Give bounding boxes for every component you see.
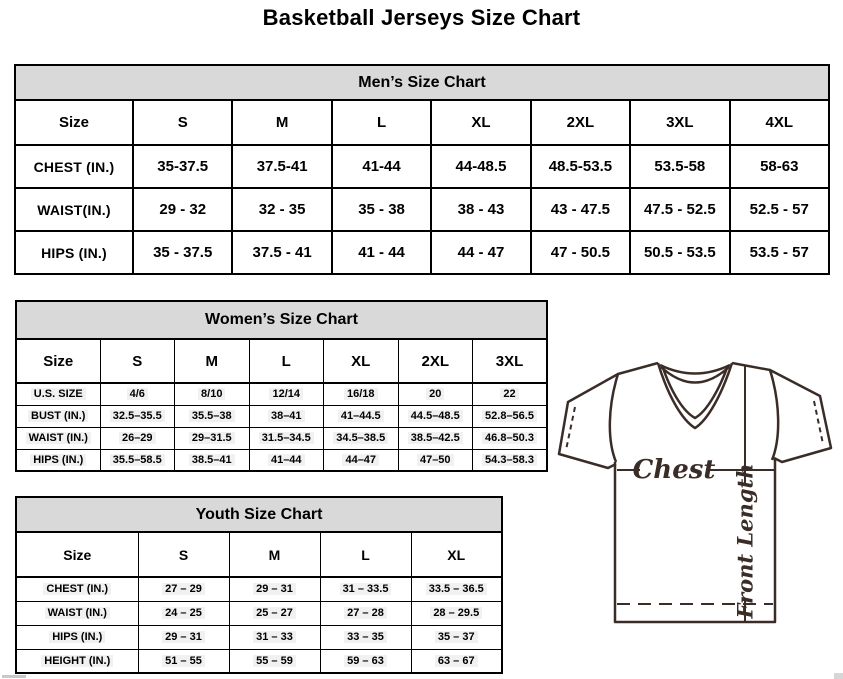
- table-cell: 33 – 35: [320, 625, 411, 649]
- vneck-collar-arc-top: [660, 365, 730, 374]
- table-cell: 8/10: [175, 383, 250, 405]
- table-title-row: [16, 497, 502, 532]
- table-cell: 47–50: [398, 449, 473, 471]
- size-header-row: [16, 532, 502, 577]
- table-cell: 31 – 33: [229, 625, 320, 649]
- table-cell: 37.5-41: [232, 145, 331, 188]
- table-cell: 22: [473, 383, 548, 405]
- table-cell: 28 – 29.5: [411, 601, 502, 625]
- table-cell: 47.5 - 52.5: [630, 188, 729, 231]
- table-cell: 38 - 43: [431, 188, 530, 231]
- table-row: [16, 427, 547, 449]
- table-cell: 38–41: [249, 405, 324, 427]
- table-cell: 35 - 38: [332, 188, 431, 231]
- table-cell: 33.5 – 36.5: [411, 577, 502, 601]
- row-label: HIPS (IN.): [15, 231, 133, 274]
- column-header: L: [332, 100, 431, 145]
- table-cell: 41 - 44: [332, 231, 431, 274]
- table-cell: 32.5–35.5: [100, 405, 175, 427]
- column-header: S: [100, 339, 175, 383]
- table-cell: 55 – 59: [229, 649, 320, 673]
- column-header: 3XL: [473, 339, 548, 383]
- column-header: Size: [15, 100, 133, 145]
- column-header: L: [249, 339, 324, 383]
- column-header: Size: [16, 532, 138, 577]
- table-title: Youth Size Chart: [16, 497, 502, 532]
- table-cell: 35 - 37.5: [133, 231, 232, 274]
- table-row: [15, 188, 829, 231]
- jersey-right-armhole-seam: [770, 370, 778, 460]
- row-label: WAIST (IN.): [16, 601, 138, 625]
- table-cell: 52.5 - 57: [730, 188, 829, 231]
- table-cell: 44 - 47: [431, 231, 530, 274]
- jersey-diagram: [556, 358, 838, 630]
- table-cell: 32 - 35: [232, 188, 331, 231]
- chest-label: Chest: [632, 455, 716, 485]
- column-header: M: [175, 339, 250, 383]
- youth-size-chart-table: [15, 496, 503, 674]
- column-header: 4XL: [730, 100, 829, 145]
- table-cell: 44.5–48.5: [398, 405, 473, 427]
- table-title: Men’s Size Chart: [15, 65, 829, 100]
- table-cell: 4/6: [100, 383, 175, 405]
- size-header-row: [16, 339, 547, 383]
- table-cell: 20: [398, 383, 473, 405]
- column-header: XL: [431, 100, 530, 145]
- column-header: XL: [324, 339, 399, 383]
- table-cell: 29 – 31: [138, 625, 229, 649]
- page-title: Basketball Jerseys Size Chart: [262, 5, 581, 30]
- table-cell: 52.8–56.5: [473, 405, 548, 427]
- front-length-label: Front Length: [732, 463, 758, 619]
- table-cell: 41–44.5: [324, 405, 399, 427]
- table-cell: 41–44: [249, 449, 324, 471]
- womens-size-chart-table: [15, 300, 548, 472]
- table-cell: 38.5–42.5: [398, 427, 473, 449]
- row-label: WAIST(IN.): [15, 188, 133, 231]
- table-row: [15, 231, 829, 274]
- size-header-row: [15, 100, 829, 145]
- table-cell: 38.5–41: [175, 449, 250, 471]
- column-header: XL: [411, 532, 502, 577]
- table-cell: 29 - 32: [133, 188, 232, 231]
- table-cell: 51 – 55: [138, 649, 229, 673]
- table-cell: 35-37.5: [133, 145, 232, 188]
- table-row: [16, 649, 502, 673]
- table-row: [16, 601, 502, 625]
- table-cell: 53.5 - 57: [730, 231, 829, 274]
- table-row: [16, 383, 547, 405]
- table-cell: 63 – 67: [411, 649, 502, 673]
- table-cell: 31.5–34.5: [249, 427, 324, 449]
- table-cell: 26–29: [100, 427, 175, 449]
- column-header: S: [133, 100, 232, 145]
- table-row: [16, 405, 547, 427]
- table-cell: 48.5-53.5: [531, 145, 630, 188]
- jersey-left-sleeve: [559, 363, 658, 468]
- table-cell: 41-44: [332, 145, 431, 188]
- mens-size-chart-table: [14, 64, 830, 275]
- table-cell: 34.5–38.5: [324, 427, 399, 449]
- table-cell: 29 – 31: [229, 577, 320, 601]
- table-title: Women’s Size Chart: [16, 301, 547, 339]
- column-header: 2XL: [531, 100, 630, 145]
- table-cell: 58-63: [730, 145, 829, 188]
- table-cell: 44-48.5: [431, 145, 530, 188]
- table-cell: 44–47: [324, 449, 399, 471]
- row-label: CHEST (IN.): [15, 145, 133, 188]
- table-cell: 35.5–58.5: [100, 449, 175, 471]
- table-cell: 12/14: [249, 383, 324, 405]
- column-header: M: [232, 100, 331, 145]
- column-header: 2XL: [398, 339, 473, 383]
- row-label: U.S. SIZE: [16, 383, 100, 405]
- row-label: WAIST (IN.): [16, 427, 100, 449]
- column-header: M: [229, 532, 320, 577]
- jersey-left-armhole-seam: [610, 374, 618, 462]
- table-row: [16, 625, 502, 649]
- table-row: [15, 145, 829, 188]
- table-cell: 37.5 - 41: [232, 231, 331, 274]
- table-cell: 46.8–50.3: [473, 427, 548, 449]
- jersey-illustration: [556, 358, 838, 630]
- table-cell: 27 – 29: [138, 577, 229, 601]
- table-row: [16, 577, 502, 601]
- table-cell: 25 – 27: [229, 601, 320, 625]
- row-label: CHEST (IN.): [16, 577, 138, 601]
- scrollbar-corner-fragment-left: [2, 675, 26, 678]
- table-cell: 43 - 47.5: [531, 188, 630, 231]
- row-label: BUST (IN.): [16, 405, 100, 427]
- table-cell: 59 – 63: [320, 649, 411, 673]
- table-cell: 31 – 33.5: [320, 577, 411, 601]
- table-cell: 47 - 50.5: [531, 231, 630, 274]
- table-cell: 35 – 37: [411, 625, 502, 649]
- table-cell: 24 – 25: [138, 601, 229, 625]
- row-label: HEIGHT (IN.): [16, 649, 138, 673]
- table-cell: 27 – 28: [320, 601, 411, 625]
- row-label: HIPS (IN.): [16, 625, 138, 649]
- table-cell: 16/18: [324, 383, 399, 405]
- column-header: S: [138, 532, 229, 577]
- table-row: [16, 449, 547, 471]
- row-label: HIPS (IN.): [16, 449, 100, 471]
- table-cell: 35.5–38: [175, 405, 250, 427]
- table-cell: 54.3–58.3: [473, 449, 548, 471]
- left-cuff-dashed-line: [566, 407, 575, 450]
- scrollbar-corner-fragment-right: [834, 673, 843, 679]
- table-cell: 50.5 - 53.5: [630, 231, 729, 274]
- table-cell: 29–31.5: [175, 427, 250, 449]
- table-title-row: [16, 301, 547, 339]
- table-title-row: [15, 65, 829, 100]
- table-cell: 53.5-58: [630, 145, 729, 188]
- column-header: 3XL: [630, 100, 729, 145]
- column-header: L: [320, 532, 411, 577]
- column-header: Size: [16, 339, 100, 383]
